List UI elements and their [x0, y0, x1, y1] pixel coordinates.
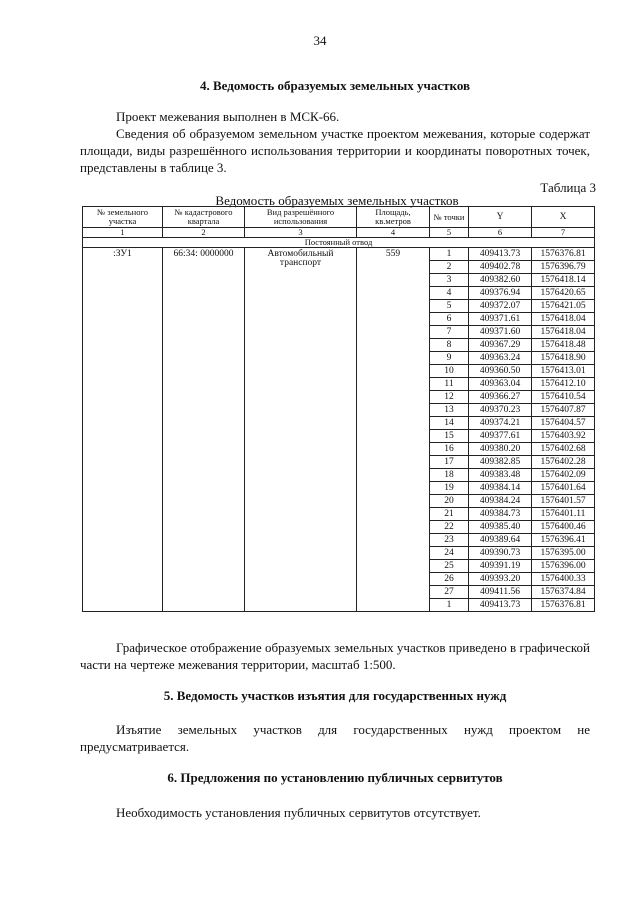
point-x-cell: 1576413.01: [532, 365, 595, 378]
point-y-cell: 409371.60: [469, 326, 532, 339]
point-number-cell: 14: [430, 417, 469, 430]
point-y-cell: 409391.19: [469, 560, 532, 573]
point-number-cell: 20: [430, 495, 469, 508]
point-y-cell: 409376.94: [469, 287, 532, 300]
point-number-cell: 11: [430, 378, 469, 391]
point-y-cell: 409384.73: [469, 508, 532, 521]
section-5-heading: 5. Ведомость участков изъятия для государственных нужд: [163, 688, 507, 703]
permitted-use-cell: Автомобильный транспорт: [245, 248, 357, 612]
point-y-cell: 409366.27: [469, 391, 532, 404]
point-x-cell: 1576418.04: [532, 326, 595, 339]
point-number-cell: 15: [430, 430, 469, 443]
point-number-cell: 9: [430, 352, 469, 365]
point-number-cell: 6: [430, 313, 469, 326]
point-y-cell: 409382.85: [469, 456, 532, 469]
point-x-cell: 1576400.46: [532, 521, 595, 534]
point-number-cell: 22: [430, 521, 469, 534]
point-x-cell: 1576410.54: [532, 391, 595, 404]
point-x-cell: 1576407.87: [532, 404, 595, 417]
col-number-5: 5: [430, 228, 469, 238]
point-y-cell: 409367.29: [469, 339, 532, 352]
point-x-cell: 1576412.10: [532, 378, 595, 391]
point-x-cell: 1576404.57: [532, 417, 595, 430]
point-y-cell: 409384.24: [469, 495, 532, 508]
point-y-cell: 409363.04: [469, 378, 532, 391]
after-table-para: Графическое отображение образуемых земельных участков приведено в графической части на чертеже межевания территории, масштаб 1:500.: [80, 640, 590, 672]
section-6-heading: 6. Предложения по установлению публичных сервитутов: [167, 770, 503, 785]
point-y-cell: 409402.78: [469, 261, 532, 274]
point-x-cell: 1576396.41: [532, 534, 595, 547]
point-y-cell: 409383.48: [469, 469, 532, 482]
table-label: Таблица 3: [540, 180, 596, 195]
col-number-6: 6: [469, 228, 532, 238]
point-number-cell: 7: [430, 326, 469, 339]
point-number-cell: 1: [430, 248, 469, 261]
point-number-cell: 21: [430, 508, 469, 521]
point-x-cell: 1576402.68: [532, 443, 595, 456]
point-number-cell: 23: [430, 534, 469, 547]
point-x-cell: 1576376.81: [532, 248, 595, 261]
section-4-para-1: Проект межевания выполнен в МСК-66.: [116, 109, 340, 124]
table-column-numbers-row: [83, 228, 595, 238]
point-y-cell: 409360.50: [469, 365, 532, 378]
point-number-cell: 2: [430, 261, 469, 274]
point-number-cell: 17: [430, 456, 469, 469]
point-number-cell: 4: [430, 287, 469, 300]
header-x: X: [532, 207, 595, 228]
group-label: Постоянный отвод: [83, 238, 595, 248]
col-number-4: 4: [357, 228, 430, 238]
point-x-cell: 1576418.90: [532, 352, 595, 365]
point-x-cell: 1576403.92: [532, 430, 595, 443]
point-y-cell: 409413.73: [469, 248, 532, 261]
point-number-cell: 8: [430, 339, 469, 352]
section-6-para: Необходимость установления публичных сервитутов отсутствует.: [116, 805, 481, 820]
point-x-cell: 1576421.05: [532, 300, 595, 313]
point-y-cell: 409372.07: [469, 300, 532, 313]
point-x-cell: 1576376.81: [532, 599, 595, 612]
point-x-cell: 1576395.00: [532, 547, 595, 560]
col-number-1: 1: [83, 228, 163, 238]
cadastral-quarter-cell: 66:34: 0000000: [163, 248, 245, 612]
point-y-cell: 409389.64: [469, 534, 532, 547]
point-y-cell: 409413.73: [469, 599, 532, 612]
point-number-cell: 5: [430, 300, 469, 313]
point-y-cell: 409384.14: [469, 482, 532, 495]
point-y-cell: 409371.61: [469, 313, 532, 326]
point-number-cell: 12: [430, 391, 469, 404]
point-x-cell: 1576418.04: [532, 313, 595, 326]
page-number: 34: [313, 33, 327, 48]
point-y-cell: 409370.23: [469, 404, 532, 417]
header-parcel-number: № земельного участка: [83, 207, 163, 228]
point-y-cell: 409377.61: [469, 430, 532, 443]
table-group-row: [83, 238, 595, 248]
table-row: [83, 248, 595, 261]
header-permitted-use: Вид разрешённого использования: [245, 207, 357, 228]
point-y-cell: 409374.21: [469, 417, 532, 430]
point-x-cell: 1576420.65: [532, 287, 595, 300]
header-cadastral-quarter: № кадастрового квартала: [163, 207, 245, 228]
point-number-cell: 1: [430, 599, 469, 612]
point-y-cell: 409380.20: [469, 443, 532, 456]
point-number-cell: 10: [430, 365, 469, 378]
point-number-cell: 25: [430, 560, 469, 573]
parcel-id-cell: :ЗУ1: [83, 248, 163, 612]
section-4-heading: 4. Ведомость образуемых земельных участков: [199, 78, 471, 93]
point-x-cell: 1576418.14: [532, 274, 595, 287]
point-x-cell: 1576401.64: [532, 482, 595, 495]
point-y-cell: 409385.40: [469, 521, 532, 534]
table-header-row: [83, 207, 595, 228]
point-number-cell: 3: [430, 274, 469, 287]
point-x-cell: 1576402.28: [532, 456, 595, 469]
col-number-2: 2: [163, 228, 245, 238]
point-y-cell: 409382.60: [469, 274, 532, 287]
point-x-cell: 1576400.33: [532, 573, 595, 586]
point-number-cell: 24: [430, 547, 469, 560]
point-number-cell: 27: [430, 586, 469, 599]
point-number-cell: 18: [430, 469, 469, 482]
header-y: Y: [469, 207, 532, 228]
section-4-para-2: Сведения об образуемом земельном участке проектом межевания, которые содержат площади, виды разрешённого использования территории и координаты поворотных точек, представлены в таблице 3.: [80, 126, 590, 175]
section-5-para: Изъятие земельных участков для государственных нужд проектом не предусматривается.: [80, 722, 590, 754]
header-area: Площадь, кв.метров: [357, 207, 430, 228]
area-cell: 559: [357, 248, 430, 612]
point-x-cell: 1576374.84: [532, 586, 595, 599]
point-y-cell: 409390.73: [469, 547, 532, 560]
point-y-cell: 409411.56: [469, 586, 532, 599]
point-x-cell: 1576396.79: [532, 261, 595, 274]
point-x-cell: 1576401.57: [532, 495, 595, 508]
point-number-cell: 16: [430, 443, 469, 456]
point-x-cell: 1576418.48: [532, 339, 595, 352]
point-x-cell: 1576396.00: [532, 560, 595, 573]
point-y-cell: 409363.24: [469, 352, 532, 365]
col-number-7: 7: [532, 228, 595, 238]
col-number-3: 3: [245, 228, 357, 238]
point-x-cell: 1576401.11: [532, 508, 595, 521]
point-y-cell: 409393.20: [469, 573, 532, 586]
point-number-cell: 26: [430, 573, 469, 586]
header-point-number: № точки: [430, 207, 469, 228]
parcels-table: [82, 206, 595, 612]
point-number-cell: 13: [430, 404, 469, 417]
point-number-cell: 19: [430, 482, 469, 495]
table-caption: Ведомость образуемых земельных участков: [215, 193, 459, 208]
point-x-cell: 1576402.09: [532, 469, 595, 482]
